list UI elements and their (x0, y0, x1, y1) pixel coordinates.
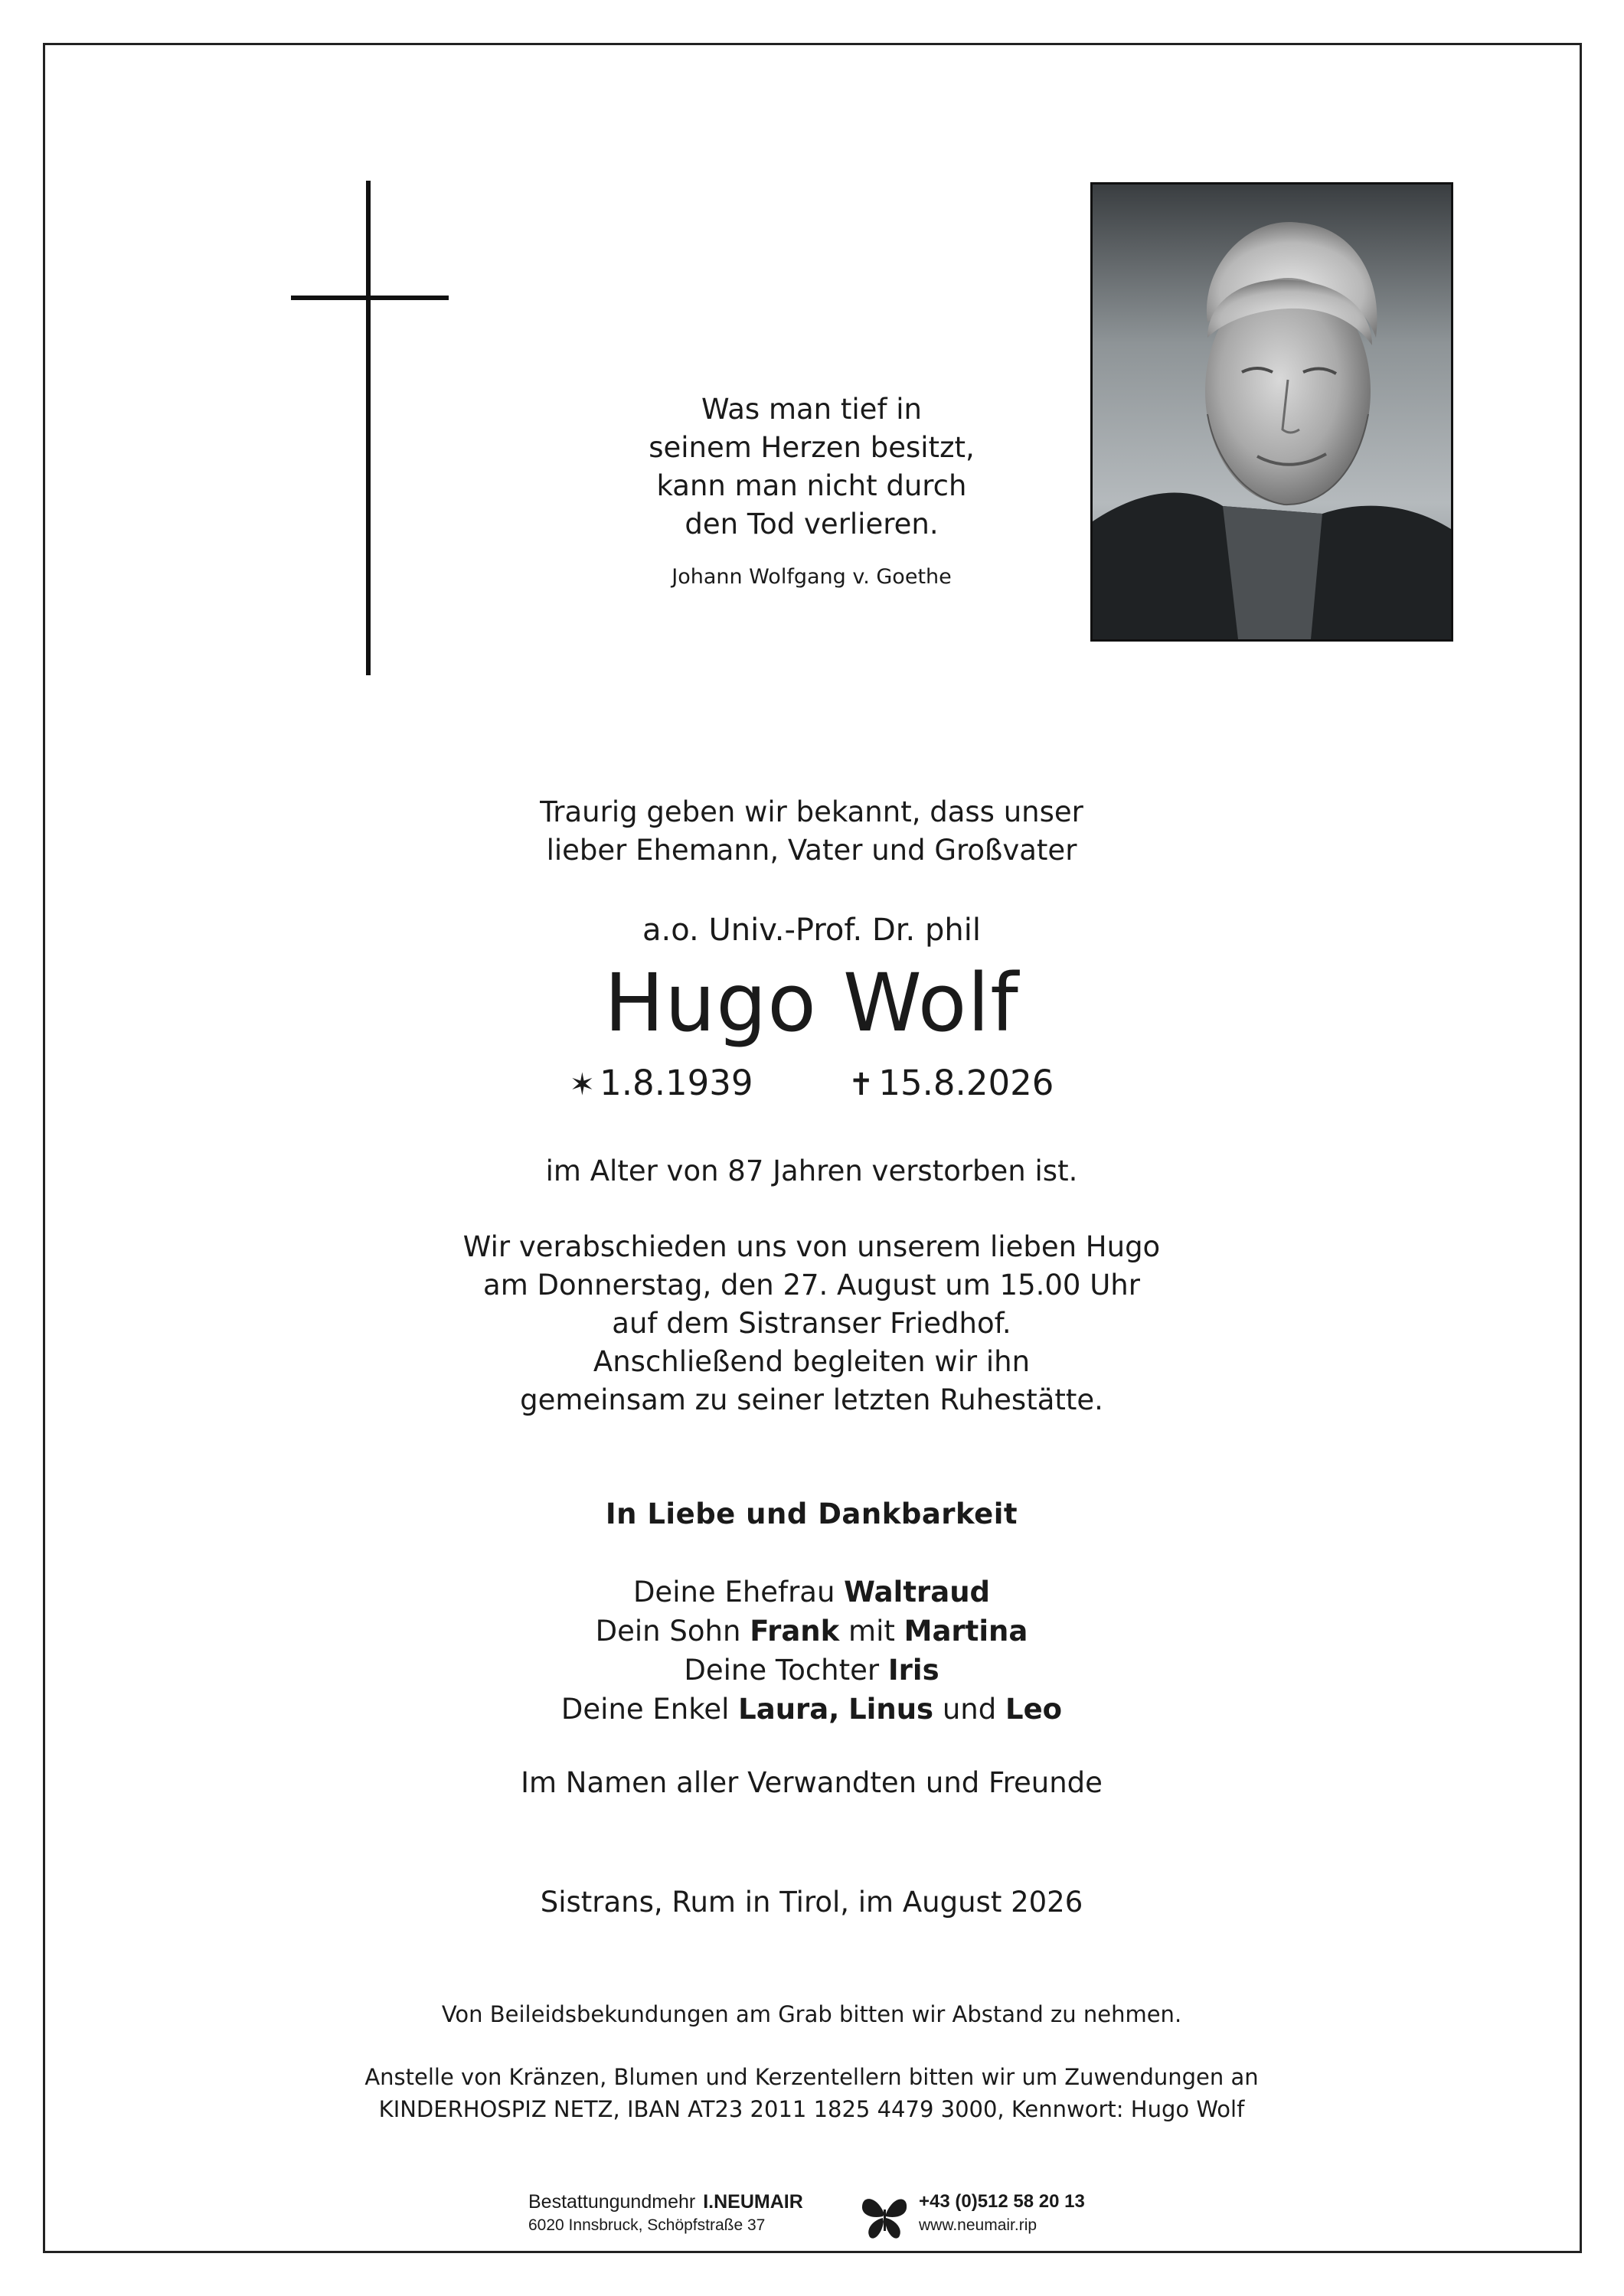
relation-label: Dein Sohn (595, 1615, 741, 1648)
butterfly-icon (858, 2191, 911, 2242)
service-line: Wir verabschieden uns von unserem lieben Hugo (462, 1230, 1161, 1263)
relative-name: Frank (750, 1615, 840, 1648)
family-list (199, 1573, 1424, 1729)
service-line: Anschließend begleiten wir ihn (593, 1345, 1031, 1378)
connector-word: mit (848, 1615, 895, 1648)
donation-line: KINDERHOSPIZ NETZ, IBAN AT23 2011 1825 4479 3000, Kennwort: Hugo Wolf (378, 2096, 1245, 2122)
birth-date (570, 1060, 753, 1108)
quote-line: den Tod verlieren. (685, 508, 939, 541)
deceased-name: Hugo Wolf (604, 956, 1019, 1050)
service-line: gemeinsam zu seiner letzten Ruhestätte. (520, 1383, 1103, 1416)
donation-line: Anstelle von Kränzen, Blumen und Kerzentellern bitten wir um Zuwendungen an (364, 2064, 1259, 2090)
age-text: im Alter von 87 Jahren verstorben ist. (545, 1155, 1078, 1187)
service-line: am Donnerstag, den 27. August um 15.00 Uhr (483, 1269, 1140, 1302)
family-grandchildren (199, 1690, 1424, 1729)
cross-small-icon: ✝ (848, 1067, 874, 1102)
relation-label: Deine Ehefrau (632, 1576, 835, 1609)
brand-part: Bestattungundmehr (528, 2191, 696, 2213)
relative-name: Laura (738, 1693, 829, 1726)
relation-label: Deine Tochter (684, 1654, 880, 1687)
service-text (199, 1228, 1424, 1419)
intro-text (199, 793, 1424, 870)
funeral-home-name (528, 2190, 858, 2214)
funeral-home-address: 6020 Innsbruck, Schöpfstraße 37 (528, 2216, 766, 2234)
star-icon: ✶ (569, 1067, 596, 1102)
relatives-text: Im Namen aller Verwandten und Freunde (521, 1766, 1103, 1799)
relation-label: Deine Enkel (560, 1693, 730, 1726)
family-daughter (199, 1651, 1424, 1690)
footer-right (919, 2190, 1126, 2237)
quote-line: seinem Herzen besitzt, (649, 431, 975, 464)
brand-part: I.NEUMAIR (703, 2191, 803, 2213)
cross-icon (291, 181, 452, 675)
death-date-value: 15.8.2026 (878, 1063, 1054, 1103)
quote-author: Johann Wolfgang v. Goethe (671, 565, 952, 589)
relative-name: Iris (887, 1654, 939, 1687)
family-wife (199, 1573, 1424, 1612)
funeral-home-phone: +43 (0)512 58 20 13 (919, 2191, 1085, 2212)
funeral-home-footer (528, 2190, 1126, 2243)
relative-name: Martina (903, 1615, 1028, 1648)
funeral-home-website: www.neumair.rip (919, 2216, 1037, 2234)
footer-left (528, 2190, 858, 2237)
birth-date-value: 1.8.1939 (600, 1063, 753, 1103)
family-son (199, 1612, 1424, 1651)
connector-word: und (942, 1693, 997, 1726)
portrait-photo (1090, 182, 1453, 642)
quote-block (582, 390, 1041, 589)
grave-note: Von Beileidsbekundungen am Grab bitten wir Abstand zu nehmen. (441, 2001, 1182, 2027)
donation-note (199, 2061, 1424, 2125)
intro-line: Traurig geben wir bekannt, dass unser (540, 795, 1083, 828)
place-date: Sistrans, Rum in Tirol, im August 2026 (540, 1886, 1083, 1919)
separator: , (828, 1693, 840, 1726)
death-date (848, 1060, 1054, 1108)
intro-line: lieber Ehemann, Vater und Großvater (546, 834, 1077, 867)
relative-name: Leo (1005, 1693, 1063, 1726)
portrait-illustration (1093, 185, 1451, 639)
academic-title: a.o. Univ.-Prof. Dr. phil (642, 913, 981, 948)
relative-name: Linus (848, 1693, 934, 1726)
quote-line: Was man tief in (701, 393, 922, 426)
quote-line: kann man nicht durch (656, 469, 967, 502)
love-heading: In Liebe und Dankbarkeit (605, 1497, 1018, 1530)
service-line: auf dem Sistranser Friedhof. (612, 1307, 1011, 1340)
relative-name: Waltraud (844, 1576, 991, 1609)
life-dates (199, 1060, 1424, 1108)
